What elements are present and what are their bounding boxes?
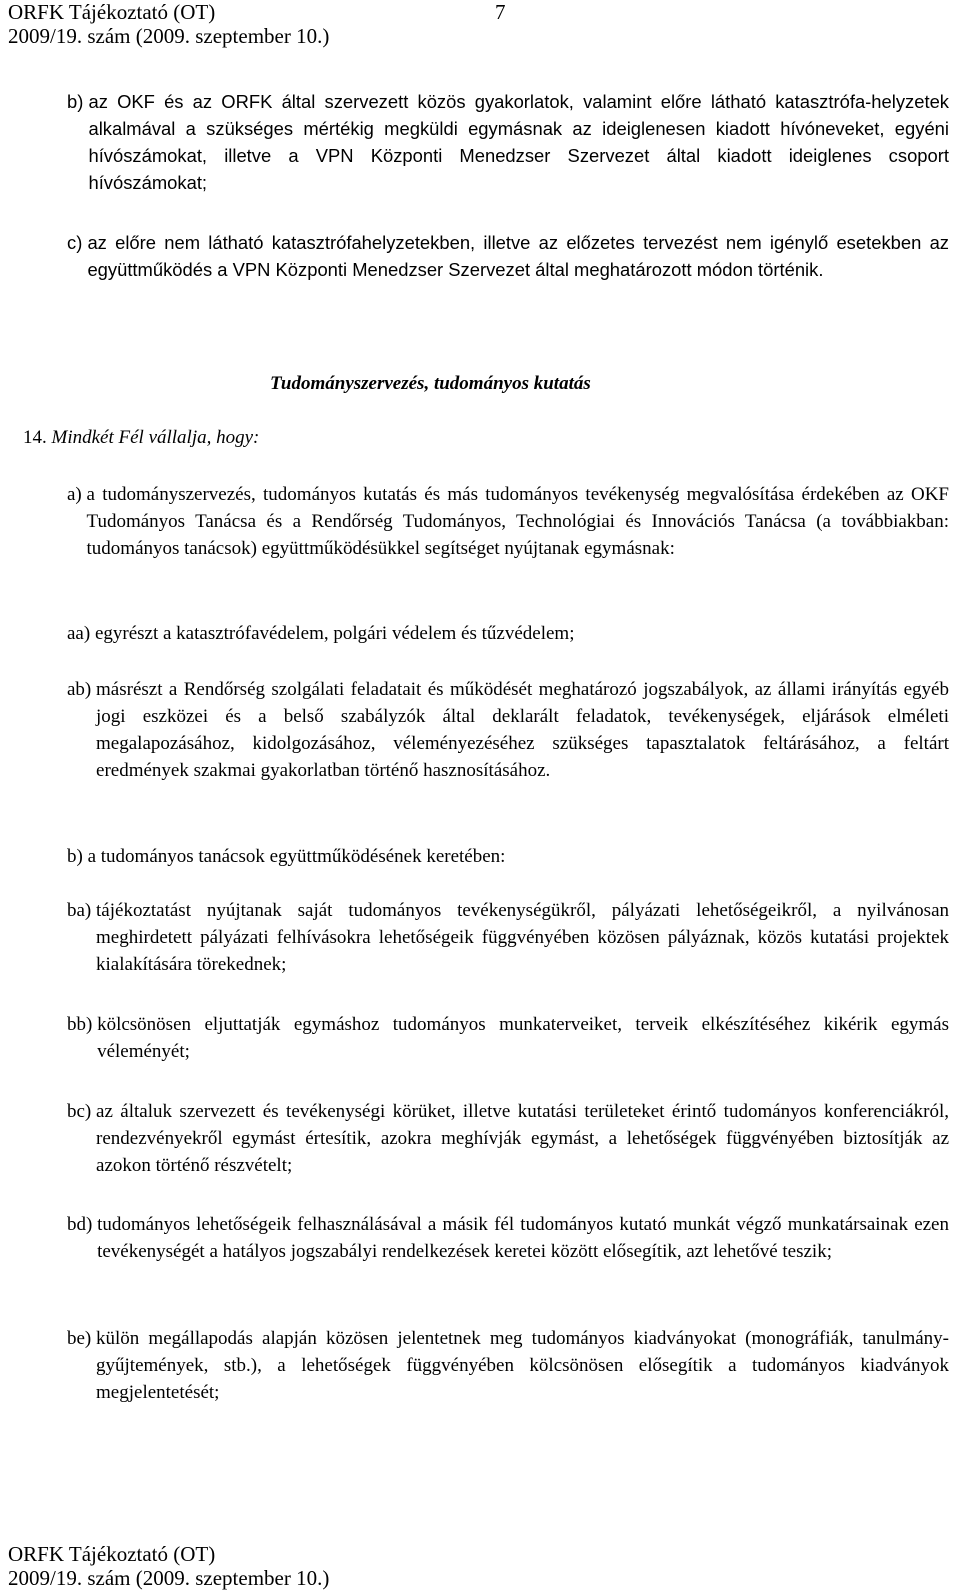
item-label: b) [67,846,88,867]
item-label: bd) [67,1214,98,1235]
item-text: tájékoztatást nyújtanak saját tudományos tevékenységükről, pályázati lehetőségeikről, a nyilvánosan meghirdetett pályázati felhívásokra lehetőségeik függvényében közösen pályáznak, közös kutatási projektek kialakítására törekednek; [96,900,949,975]
paragraph-label: b) [67,91,89,112]
item-text: másrészt a Rendőrség szolgálati feladatait és működését meghatározó jogszabályok, az állami irányítás egyéb jogi eszközei és a belső szabályzók által deklarált feladatok, tevékenységek, eljárások elméleti megalapozásához, kidolgozásához, véleményezéséhez szükséges tapasztalatok feltárásához, a feltárt eredmények szakmai gyakorlatban történő hasznosításához. [96,679,949,781]
item-text: a tudományos tanácsok együttműködésének keretében: [87,846,506,867]
paragraph-text: az OKF és az ORFK által szervezett közös gyakorlatok, valamint előre látható katasztrófa-helyzetek alkalmával a szükséges mértékig megküldi egymásnak az ideiglenesen kiadott hívóneveket, egyéni hívószámokat, illetve a VPN Központi Menedzser Szervezet által kiadott ideiglenes csoport hívószámokat; [88,91,949,193]
item-label: ba) [67,900,97,921]
item-label: a) [67,484,87,505]
section-intro [23,426,259,450]
list-item [67,1098,949,1179]
list-item [67,481,949,562]
list-item [67,1325,949,1406]
page-footer [8,1542,329,1590]
list-item [67,843,949,870]
list-item [67,1011,949,1065]
header-title: ORFK Tájékoztató (OT) [8,0,216,24]
footer-issue: 2009/19. szám (2009. szeptember 10.) [8,1566,330,1590]
item-text: egyrészt a katasztrófavédelem, polgári védelem és tűzvédelem; [94,623,575,644]
paragraph-b [67,88,949,196]
item-text: az általuk szervezett és tevékenységi körüket, illetve kutatási területeket érintő tudományos konferenciákról, rendezvényekről egymást értesítik, azokra meghívják egymást, a lehetőségek függvényében biztosítják az azokon történő részvételt; [96,1101,949,1176]
item-label: bb) [67,1014,98,1035]
item-label: ab) [67,679,97,700]
paragraph-text: az előre nem látható katasztrófahelyzetekben, illetve az előzetes tervezést nem igénylő esetekben az együttműködés a VPN Központi Menedzser Szervezet által meghatározott módon történik. [87,232,949,280]
item-label: bc) [67,1101,97,1122]
item-label: be) [67,1328,97,1349]
paragraph-c [67,229,949,283]
list-item [67,1211,949,1265]
item-text: tudományos lehetőségeik felhasználásával a másik fél tudományos kutató munkát végző munkatársainak ezen tevékenységét a hatályos jogszabályi rendelkezések keretei között elősegítik, azt lehetővé teszik; [97,1214,949,1262]
page-number: 7 [495,0,506,24]
list-item [67,897,949,978]
section-number: 14. [23,427,47,448]
header-issue: 2009/19. szám (2009. szeptember 10.) [8,24,330,48]
item-text: kölcsönösen eljuttatják egymáshoz tudományos munkaterveiket, terveik elkészítéséhez kikérik egymás véleményét; [97,1014,949,1062]
section-heading-text: Tudományszervezés, tudományos kutatás [270,373,591,394]
section-intro-text: Mindkét Fél vállalja, hogy: [46,427,260,448]
list-item [67,676,949,784]
page-header [8,0,506,48]
item-label: aa) [67,623,95,644]
list-item [67,620,949,647]
item-text: külön megállapodás alapján közösen jelentetnek meg tudományos kiadványokat (monográfiák, tanulmány-gyűjtemények, stb.), a lehetőségek függvényében kölcsönösen elősegítik a tudományos kiadványok megjelentetését; [96,1328,949,1403]
item-text: a tudományszervezés, tudományos kutatás és más tudományos tevékenység megvalósítása érdekében az OKF Tudományos Tanácsa és a Rendőrség Tudományos, Technológiai és Innovációs Tanácsa (a továbbiakban: tudományos tanácsok) együttműködésükkel segítséget nyújtanak egymásnak: [86,484,949,559]
paragraph-label: c) [67,232,88,253]
footer-title: ORFK Tájékoztató (OT) [8,1542,216,1566]
